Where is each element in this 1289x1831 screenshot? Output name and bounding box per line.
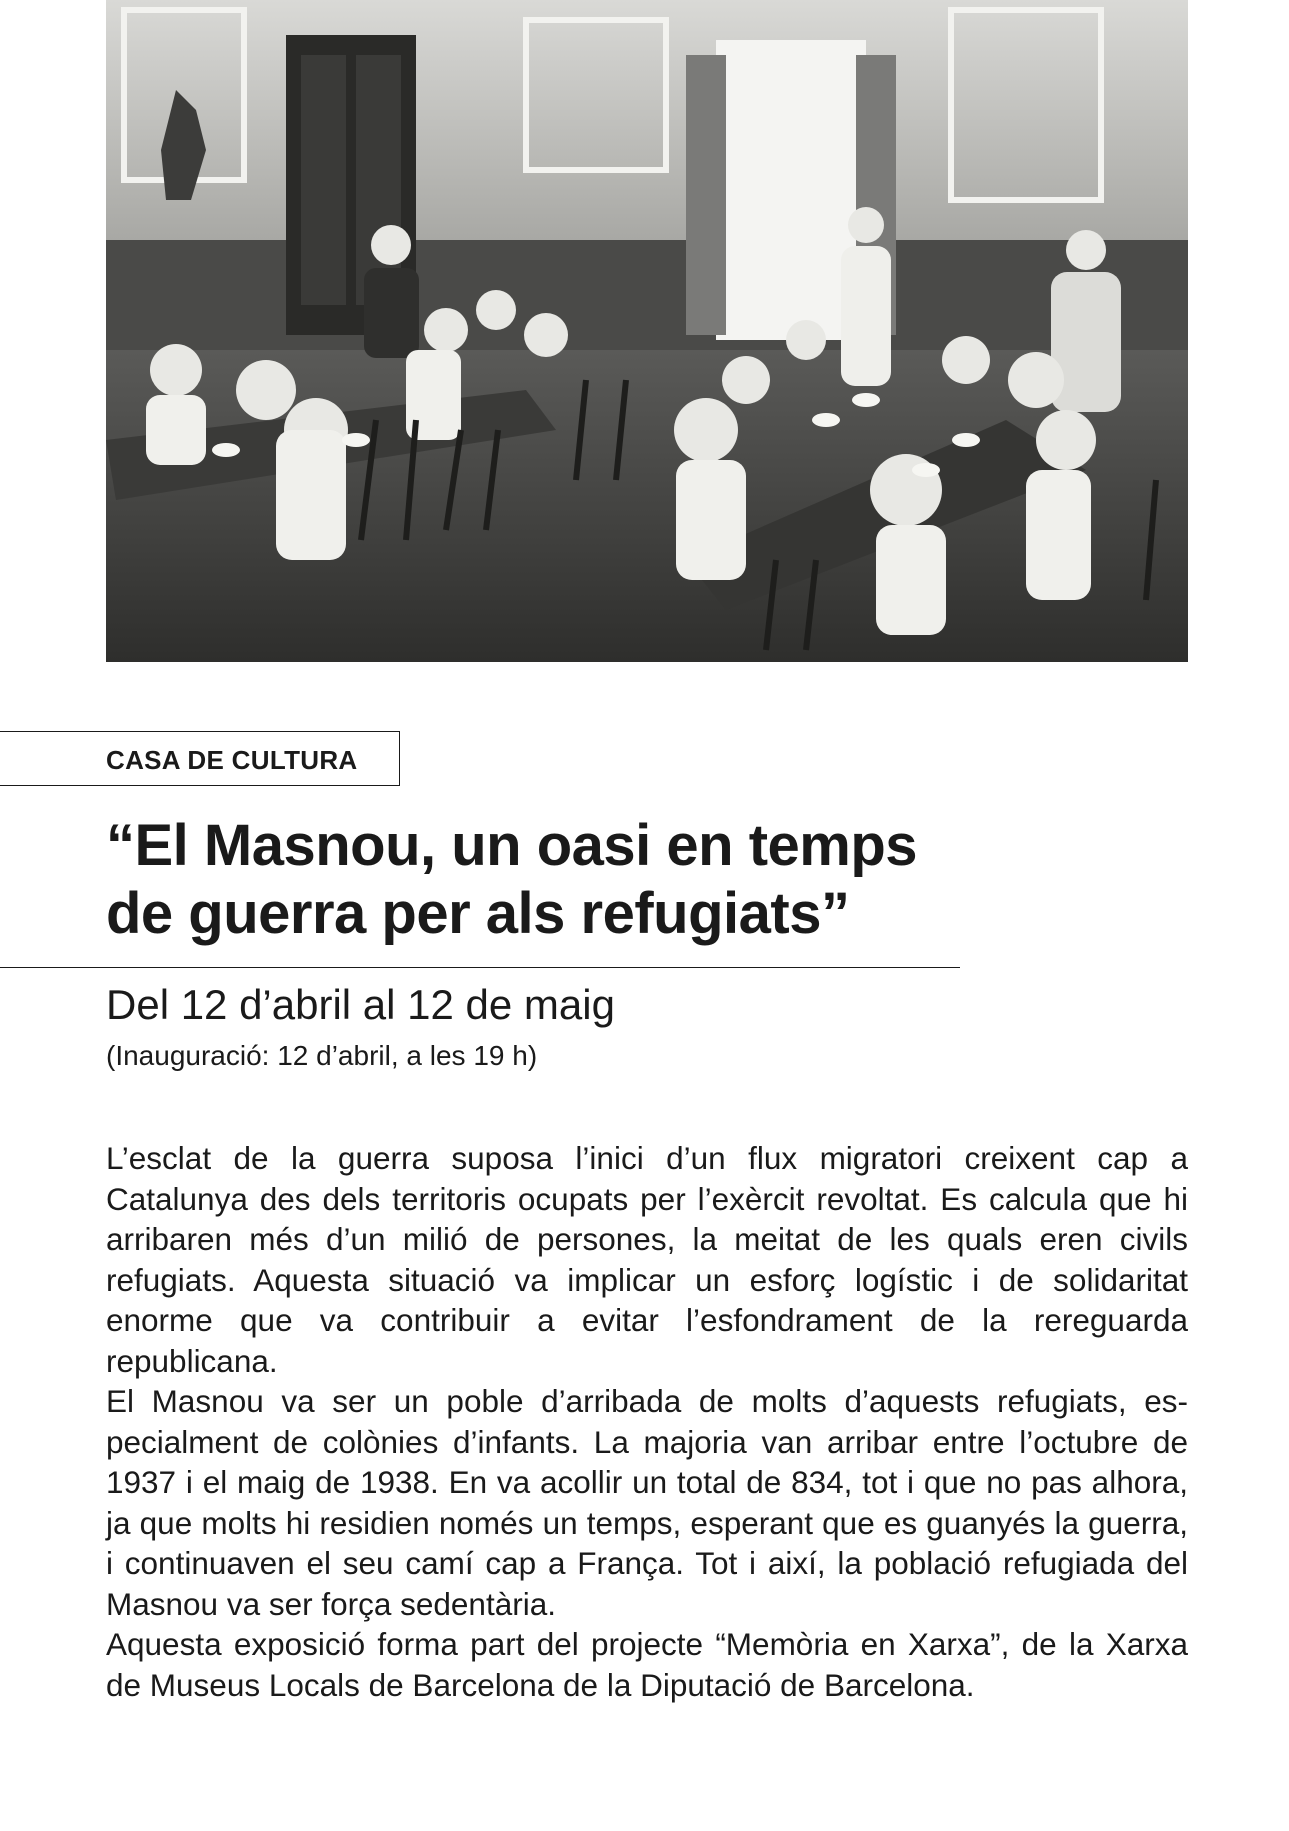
description-paragraph-2: El Masnou va ser un poble d’arribada de molts d’aquests refugiats, especialment de colònies d’infants. La majoria van arribar entre l’octubre de 1937 i el maig de 1938. En va acollir un total de 834, tot i que no pas alhora, ja que molts hi residien només un temps, esperant que es guanyés la guerra, i continuaven el seu camí cap a França. Tot i així, la població refugiada del Masnou va ser força sedentària. — [106, 1383, 1188, 1622]
description-body — [106, 1138, 1188, 1705]
exhibition-title-line-1: “El Masnou, un oasi en temps — [106, 813, 918, 878]
section-tag — [0, 731, 400, 786]
historical-photo — [106, 0, 1188, 662]
inauguration-info: (Inauguració: 12 d’abril, a les 19 h) — [106, 1040, 538, 1071]
exhibition-dates: Del 12 d’abril al 12 de maig — [106, 981, 615, 1028]
exhibition-title — [106, 812, 1006, 948]
description-paragraph-1: L’esclat de la guerra suposa l’inici d’un flux migratori creixent cap a Catalunya des dels territoris ocupats per l’exèrcit revoltat. Es calcula que hi arribaren més d’un milió de persones, la meitat de les quals eren civils refugiats. Aquesta situació va implicar un esforç logístic i de solidaritat enorme que va contribuir a evitar l’esfondrament de la rereguarda republicana. — [106, 1140, 1188, 1379]
historical-photo-icon — [106, 0, 1188, 662]
description-paragraph-3: Aquesta exposició forma part del projecte “Memòria en Xarxa”, de la Xarxa de Museus Locals de Barcelona de la Diputació de Barcelona. — [106, 1626, 1188, 1703]
section-tag-label: CASA DE CULTURA — [106, 745, 358, 775]
exhibition-title-line-2: de guerra per als refugiats” — [106, 881, 850, 946]
title-divider — [0, 967, 960, 968]
